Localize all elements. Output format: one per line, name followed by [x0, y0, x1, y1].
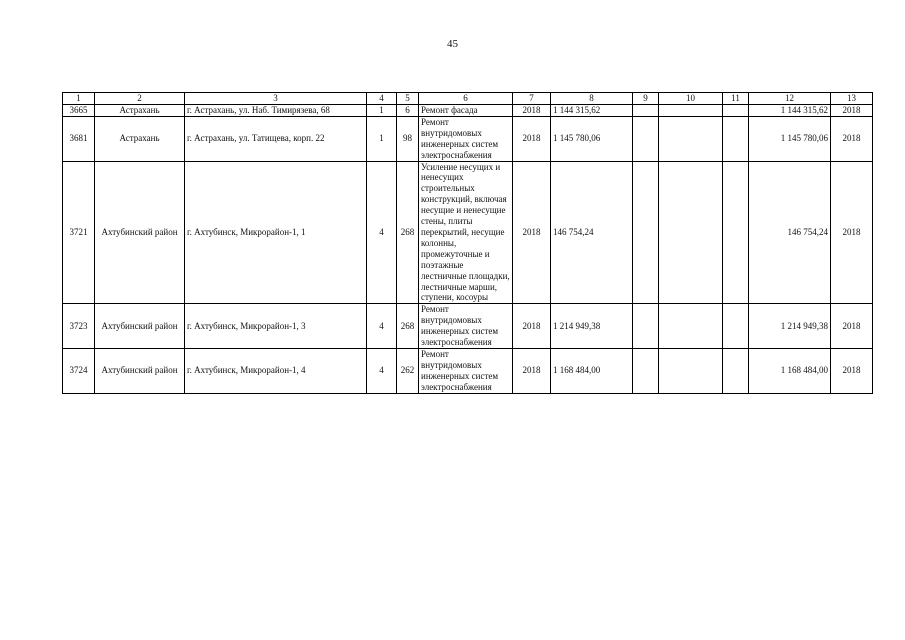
column-header: 13 — [831, 93, 873, 105]
column-header: 9 — [633, 93, 659, 105]
col4-cell: 4 — [367, 304, 397, 349]
total-amount-cell: 146 754,24 — [749, 161, 831, 304]
row-id-cell: 3724 — [63, 348, 95, 393]
col5-cell: 268 — [397, 161, 419, 304]
column-header: 10 — [659, 93, 723, 105]
address-cell: г. Астрахань, ул. Наб. Тимирязева, 68 — [185, 105, 367, 117]
end-year-cell: 2018 — [831, 116, 873, 161]
total-amount-cell: 1 145 780,06 — [749, 116, 831, 161]
col5-cell: 262 — [397, 348, 419, 393]
col4-cell: 1 — [367, 116, 397, 161]
col10-cell — [659, 304, 723, 349]
col5-cell: 6 — [397, 105, 419, 117]
address-cell: г. Ахтубинск, Микрорайон-1, 1 — [185, 161, 367, 304]
amount-cell: 1 144 315,62 — [551, 105, 633, 117]
work-type-cell: Ремонт внутридомовых инженерных систем электроснабжения — [419, 348, 513, 393]
col10-cell — [659, 348, 723, 393]
column-header: 5 — [397, 93, 419, 105]
col9-cell — [633, 304, 659, 349]
work-type-cell: Усиление несущих и ненесущих строительных конструкций, включая несущие и ненесущие стены, плиты перекрытий, несущие колонны, промежуточные и поэтажные лестничные площадки, лестничные марши, ступени, косоуры — [419, 161, 513, 304]
year-cell: 2018 — [513, 105, 551, 117]
year-cell: 2018 — [513, 116, 551, 161]
col10-cell — [659, 116, 723, 161]
locality-cell: Ахтубинский район — [95, 161, 185, 304]
locality-cell: Астрахань — [95, 116, 185, 161]
table-row — [63, 161, 873, 304]
col5-cell: 98 — [397, 116, 419, 161]
page-number: 45 — [447, 38, 458, 50]
column-number-row — [63, 93, 873, 105]
end-year-cell: 2018 — [831, 348, 873, 393]
end-year-cell: 2018 — [831, 105, 873, 117]
year-cell: 2018 — [513, 348, 551, 393]
col10-cell — [659, 161, 723, 304]
address-cell: г. Ахтубинск, Микрорайон-1, 4 — [185, 348, 367, 393]
column-header: 4 — [367, 93, 397, 105]
table-row — [63, 348, 873, 393]
col11-cell — [723, 304, 749, 349]
col11-cell — [723, 161, 749, 304]
amount-cell: 146 754,24 — [551, 161, 633, 304]
col11-cell — [723, 116, 749, 161]
row-id-cell: 3721 — [63, 161, 95, 304]
column-header: 6 — [419, 93, 513, 105]
work-type-cell: Ремонт фасада — [419, 105, 513, 117]
col4-cell: 1 — [367, 105, 397, 117]
col9-cell — [633, 116, 659, 161]
locality-cell: Ахтубинский район — [95, 304, 185, 349]
end-year-cell: 2018 — [831, 161, 873, 304]
address-cell: г. Астрахань, ул. Татищева, корп. 22 — [185, 116, 367, 161]
column-header: 2 — [95, 93, 185, 105]
end-year-cell: 2018 — [831, 304, 873, 349]
col4-cell: 4 — [367, 161, 397, 304]
column-header: 8 — [551, 93, 633, 105]
col11-cell — [723, 348, 749, 393]
total-amount-cell: 1 144 315,62 — [749, 105, 831, 117]
col11-cell — [723, 105, 749, 117]
repair-schedule-table — [62, 92, 873, 394]
row-id-cell: 3665 — [63, 105, 95, 117]
col9-cell — [633, 161, 659, 304]
col10-cell — [659, 105, 723, 117]
amount-cell: 1 214 949,38 — [551, 304, 633, 349]
col5-cell: 268 — [397, 304, 419, 349]
year-cell: 2018 — [513, 304, 551, 349]
column-header: 7 — [513, 93, 551, 105]
column-header: 11 — [723, 93, 749, 105]
total-amount-cell: 1 214 949,38 — [749, 304, 831, 349]
work-type-cell: Ремонт внутридомовых инженерных систем электроснабжения — [419, 116, 513, 161]
table-row — [63, 116, 873, 161]
col9-cell — [633, 105, 659, 117]
column-header: 3 — [185, 93, 367, 105]
column-header: 12 — [749, 93, 831, 105]
locality-cell: Астрахань — [95, 105, 185, 117]
table-row — [63, 105, 873, 117]
amount-cell: 1 168 484,00 — [551, 348, 633, 393]
address-cell: г. Ахтубинск, Микрорайон-1, 3 — [185, 304, 367, 349]
column-header: 1 — [63, 93, 95, 105]
locality-cell: Ахтубинский район — [95, 348, 185, 393]
row-id-cell: 3723 — [63, 304, 95, 349]
table-row — [63, 304, 873, 349]
total-amount-cell: 1 168 484,00 — [749, 348, 831, 393]
amount-cell: 1 145 780,06 — [551, 116, 633, 161]
col4-cell: 4 — [367, 348, 397, 393]
col9-cell — [633, 348, 659, 393]
work-type-cell: Ремонт внутридомовых инженерных систем электроснабжения — [419, 304, 513, 349]
year-cell: 2018 — [513, 161, 551, 304]
row-id-cell: 3681 — [63, 116, 95, 161]
